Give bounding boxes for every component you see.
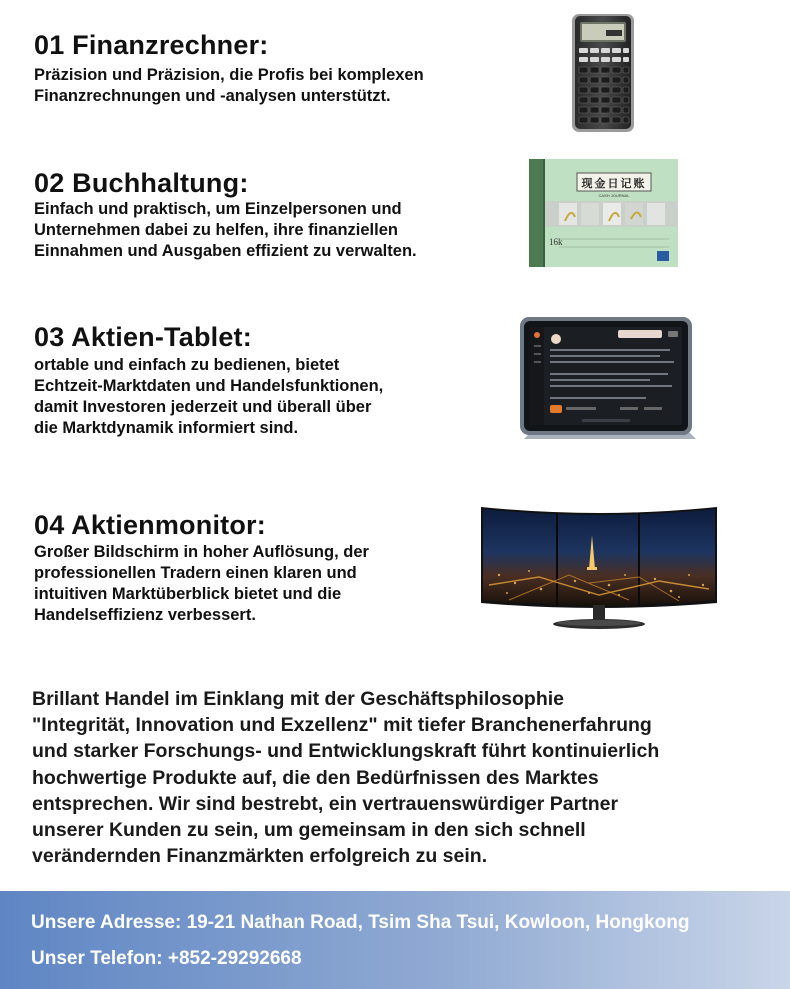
contact-footer [0, 891, 790, 989]
company-description: Brillant Handel im Einklang mit der Geschäftsphilosophie "Integrität, Innovation und Exzellenz" mit tiefer Branchenerfahrung und starker Forschungs- und Entwicklungskraft führt kontinuierlich hochwertige Produkte auf, die den Bedürfnissen des Marktes entsprechen. Wir sind bestrebt, ein vertrauenswürdiger Partner unserer Kunden zu sein, um gemeinsam in den sich schnell verändernden Finanzmärkten erfolgreich zu sein. [32, 688, 660, 868]
product-description: ortable und einfach zu bedienen, bietet Echtzeit-Marktdaten und Handelsfunktionen, damit Investoren jederzeit und überall über die Marktdynamik informiert sind. [34, 356, 384, 437]
stock-tablet-image [510, 315, 698, 441]
product-stock-tablet [0, 310, 790, 490]
cash-journal-image [529, 159, 678, 267]
product-title: 04 Aktienmonitor: [34, 510, 266, 540]
product-stock-monitor [0, 490, 790, 660]
curved-monitor-image [479, 505, 719, 633]
footer-address: Unsere Adresse: 19-21 Nathan Road, Tsim Sha Tsui, Kowloon, Hongkong [31, 912, 690, 933]
product-title: 01 Finanzrechner: [34, 30, 269, 60]
product-title: 03 Aktien-Tablet: [34, 322, 252, 352]
product-description: Großer Bildschirm in hoher Auflösung, der professionellen Tradern einen klaren und intuitiven Marktüberblick bietet und die Handelseffizienz verbessert. [34, 543, 369, 624]
footer-phone: Unser Telefon: +852-29292668 [31, 948, 302, 969]
product-financial-calculator [0, 0, 790, 150]
book-subtitle: CASH JOURNAL [598, 193, 630, 198]
book-number: 16k [549, 237, 563, 247]
product-description: Präzision und Präzision, die Profis bei komplexen Finanzrechnungen und -analysen unterstützt. [34, 66, 424, 105]
product-title: 02 Buchhaltung: [34, 168, 249, 198]
product-description: Einfach und praktisch, um Einzelpersonen und Unternehmen dabei zu helfen, ihre finanziellen Einnahmen und Ausgaben effizient zu verwalten. [34, 200, 417, 260]
product-accounting [0, 150, 790, 310]
calculator-image [568, 12, 640, 136]
book-title: 现金日记账 [581, 177, 647, 190]
